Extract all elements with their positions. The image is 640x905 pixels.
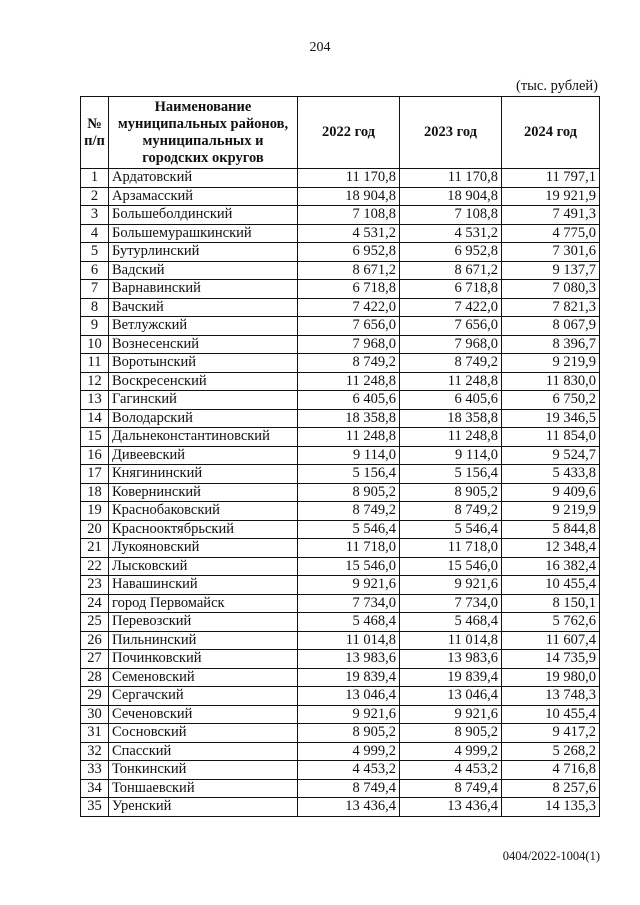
row-number: 4 — [81, 224, 109, 243]
row-number: 35 — [81, 798, 109, 817]
row-number: 31 — [81, 724, 109, 743]
row-number: 24 — [81, 594, 109, 613]
district-name: Уренский — [109, 798, 298, 817]
value-2023: 8 749,2 — [400, 502, 502, 521]
value-2023: 7 734,0 — [400, 594, 502, 613]
value-2023: 8 749,2 — [400, 354, 502, 373]
value-2023: 5 468,4 — [400, 613, 502, 632]
district-name: Княгининский — [109, 465, 298, 484]
district-name: Арзамасский — [109, 187, 298, 206]
value-2023: 5 156,4 — [400, 465, 502, 484]
value-2022: 19 839,4 — [298, 668, 400, 687]
row-number: 28 — [81, 668, 109, 687]
table-row — [81, 668, 600, 687]
value-2024: 11 854,0 — [502, 428, 600, 447]
district-name: Ардатовский — [109, 169, 298, 188]
table-row — [81, 724, 600, 743]
table-row — [81, 557, 600, 576]
district-name: Лысковский — [109, 557, 298, 576]
header-name: Наименование муниципальных районов, муниципальных и городских округов — [109, 97, 298, 169]
value-2022: 8 905,2 — [298, 724, 400, 743]
value-2022: 11 248,8 — [298, 372, 400, 391]
value-2024: 11 607,4 — [502, 631, 600, 650]
value-2022: 8 749,4 — [298, 779, 400, 798]
value-2022: 5 546,4 — [298, 520, 400, 539]
table-row — [81, 576, 600, 595]
table-row — [81, 594, 600, 613]
value-2024: 9 219,9 — [502, 502, 600, 521]
table-row — [81, 631, 600, 650]
value-2022: 9 114,0 — [298, 446, 400, 465]
document-code: 0404/2022-1004(1) — [502, 849, 600, 863]
district-name: Тоншаевский — [109, 779, 298, 798]
district-name: Тонкинский — [109, 761, 298, 780]
value-2022: 11 718,0 — [298, 539, 400, 558]
row-number: 5 — [81, 243, 109, 262]
value-2022: 6 718,8 — [298, 280, 400, 299]
value-2023: 7 108,8 — [400, 206, 502, 225]
value-2024: 19 921,9 — [502, 187, 600, 206]
value-2024: 6 750,2 — [502, 391, 600, 410]
row-number: 2 — [81, 187, 109, 206]
table-row — [81, 650, 600, 669]
district-name: Ветлужский — [109, 317, 298, 336]
table-row — [81, 317, 600, 336]
value-2023: 4 531,2 — [400, 224, 502, 243]
value-2022: 6 952,8 — [298, 243, 400, 262]
row-number: 9 — [81, 317, 109, 336]
district-name: Ковернинский — [109, 483, 298, 502]
value-2022: 4 453,2 — [298, 761, 400, 780]
value-2023: 7 968,0 — [400, 335, 502, 354]
value-2023: 13 046,4 — [400, 687, 502, 706]
value-2024: 9 417,2 — [502, 724, 600, 743]
row-number: 32 — [81, 742, 109, 761]
district-name: Воротынский — [109, 354, 298, 373]
header-2022: 2022 год — [298, 97, 400, 169]
row-number: 7 — [81, 280, 109, 299]
table-row — [81, 372, 600, 391]
value-2022: 9 921,6 — [298, 576, 400, 595]
value-2024: 11 797,1 — [502, 169, 600, 188]
value-2023: 6 405,6 — [400, 391, 502, 410]
table-row — [81, 705, 600, 724]
header-2023: 2023 год — [400, 97, 502, 169]
district-name: Дивеевский — [109, 446, 298, 465]
district-name: Большеболдинский — [109, 206, 298, 225]
row-number: 3 — [81, 206, 109, 225]
value-2024: 10 455,4 — [502, 576, 600, 595]
value-2022: 7 968,0 — [298, 335, 400, 354]
value-2023: 6 952,8 — [400, 243, 502, 262]
value-2024: 9 219,9 — [502, 354, 600, 373]
header-num: № п/п — [81, 97, 109, 169]
value-2022: 7 734,0 — [298, 594, 400, 613]
district-name: Володарский — [109, 409, 298, 428]
row-number: 17 — [81, 465, 109, 484]
value-2022: 7 108,8 — [298, 206, 400, 225]
value-2024: 9 409,6 — [502, 483, 600, 502]
table-row — [81, 539, 600, 558]
value-2024: 7 821,3 — [502, 298, 600, 317]
value-2023: 7 422,0 — [400, 298, 502, 317]
value-2023: 11 014,8 — [400, 631, 502, 650]
value-2024: 14 735,9 — [502, 650, 600, 669]
row-number: 19 — [81, 502, 109, 521]
row-number: 11 — [81, 354, 109, 373]
district-name: Краснооктябрьский — [109, 520, 298, 539]
district-name: Вачский — [109, 298, 298, 317]
row-number: 1 — [81, 169, 109, 188]
value-2022: 5 156,4 — [298, 465, 400, 484]
table-header-row — [81, 97, 600, 169]
district-name: Пильнинский — [109, 631, 298, 650]
value-2022: 4 531,2 — [298, 224, 400, 243]
row-number: 15 — [81, 428, 109, 447]
district-name: Сосновский — [109, 724, 298, 743]
table-row — [81, 428, 600, 447]
value-2024: 14 135,3 — [502, 798, 600, 817]
value-2022: 11 170,8 — [298, 169, 400, 188]
row-number: 18 — [81, 483, 109, 502]
row-number: 13 — [81, 391, 109, 410]
district-name: Бутурлинский — [109, 243, 298, 262]
table-row — [81, 261, 600, 280]
table-row — [81, 169, 600, 188]
table-row — [81, 465, 600, 484]
value-2023: 19 839,4 — [400, 668, 502, 687]
value-2022: 7 422,0 — [298, 298, 400, 317]
row-number: 34 — [81, 779, 109, 798]
table-row — [81, 335, 600, 354]
district-name: город Первомайск — [109, 594, 298, 613]
value-2022: 9 921,6 — [298, 705, 400, 724]
table-row — [81, 187, 600, 206]
value-2024: 7 491,3 — [502, 206, 600, 225]
value-2022: 7 656,0 — [298, 317, 400, 336]
value-2022: 13 436,4 — [298, 798, 400, 817]
district-name: Варнавинский — [109, 280, 298, 299]
value-2023: 4 999,2 — [400, 742, 502, 761]
value-2022: 8 905,2 — [298, 483, 400, 502]
district-name: Краснобаковский — [109, 502, 298, 521]
value-2024: 5 844,8 — [502, 520, 600, 539]
table-row — [81, 224, 600, 243]
district-name: Воскресенский — [109, 372, 298, 391]
row-number: 21 — [81, 539, 109, 558]
table-row — [81, 687, 600, 706]
table-row — [81, 391, 600, 410]
table-row — [81, 798, 600, 817]
value-2023: 4 453,2 — [400, 761, 502, 780]
district-name: Починковский — [109, 650, 298, 669]
budget-table — [80, 96, 600, 817]
value-2023: 5 546,4 — [400, 520, 502, 539]
row-number: 16 — [81, 446, 109, 465]
value-2024: 8 396,7 — [502, 335, 600, 354]
row-number: 6 — [81, 261, 109, 280]
value-2024: 19 980,0 — [502, 668, 600, 687]
value-2022: 13 046,4 — [298, 687, 400, 706]
district-name: Дальнеконстантиновский — [109, 428, 298, 447]
value-2024: 4 716,8 — [502, 761, 600, 780]
district-name: Лукояновский — [109, 539, 298, 558]
value-2023: 13 436,4 — [400, 798, 502, 817]
table-row — [81, 409, 600, 428]
value-2022: 11 248,8 — [298, 428, 400, 447]
district-name: Перевозский — [109, 613, 298, 632]
value-2023: 7 656,0 — [400, 317, 502, 336]
value-2023: 9 114,0 — [400, 446, 502, 465]
row-number: 14 — [81, 409, 109, 428]
row-number: 27 — [81, 650, 109, 669]
value-2024: 11 830,0 — [502, 372, 600, 391]
value-2022: 8 749,2 — [298, 502, 400, 521]
value-2022: 8 671,2 — [298, 261, 400, 280]
value-2023: 13 983,6 — [400, 650, 502, 669]
value-2023: 11 248,8 — [400, 428, 502, 447]
units-label: (тыс. рублей) — [516, 78, 598, 94]
row-number: 30 — [81, 705, 109, 724]
row-number: 20 — [81, 520, 109, 539]
value-2024: 8 257,6 — [502, 779, 600, 798]
value-2024: 9 524,7 — [502, 446, 600, 465]
table-row — [81, 298, 600, 317]
value-2022: 6 405,6 — [298, 391, 400, 410]
district-name: Спасский — [109, 742, 298, 761]
table-row — [81, 483, 600, 502]
value-2022: 11 014,8 — [298, 631, 400, 650]
header-2024: 2024 год — [502, 97, 600, 169]
district-name: Большемурашкинский — [109, 224, 298, 243]
district-name: Гагинский — [109, 391, 298, 410]
value-2024: 16 382,4 — [502, 557, 600, 576]
table-body — [81, 169, 600, 817]
value-2023: 6 718,8 — [400, 280, 502, 299]
table-row — [81, 354, 600, 373]
value-2024: 5 433,8 — [502, 465, 600, 484]
value-2022: 8 749,2 — [298, 354, 400, 373]
value-2024: 19 346,5 — [502, 409, 600, 428]
row-number: 22 — [81, 557, 109, 576]
district-name: Сеченовский — [109, 705, 298, 724]
row-number: 23 — [81, 576, 109, 595]
value-2023: 11 248,8 — [400, 372, 502, 391]
district-name: Семеновский — [109, 668, 298, 687]
district-name: Вознесенский — [109, 335, 298, 354]
value-2023: 8 749,4 — [400, 779, 502, 798]
value-2022: 4 999,2 — [298, 742, 400, 761]
value-2024: 7 080,3 — [502, 280, 600, 299]
value-2024: 13 748,3 — [502, 687, 600, 706]
table-row — [81, 502, 600, 521]
value-2023: 8 905,2 — [400, 724, 502, 743]
row-number: 29 — [81, 687, 109, 706]
value-2024: 5 268,2 — [502, 742, 600, 761]
table-row — [81, 243, 600, 262]
value-2023: 18 904,8 — [400, 187, 502, 206]
row-number: 10 — [81, 335, 109, 354]
value-2023: 11 718,0 — [400, 539, 502, 558]
page-number: 204 — [309, 40, 331, 55]
value-2023: 9 921,6 — [400, 705, 502, 724]
value-2023: 15 546,0 — [400, 557, 502, 576]
table-row — [81, 280, 600, 299]
value-2024: 9 137,7 — [502, 261, 600, 280]
value-2024: 12 348,4 — [502, 539, 600, 558]
row-number: 26 — [81, 631, 109, 650]
table-row — [81, 742, 600, 761]
value-2023: 8 905,2 — [400, 483, 502, 502]
value-2024: 7 301,6 — [502, 243, 600, 262]
table-row — [81, 779, 600, 798]
value-2023: 9 921,6 — [400, 576, 502, 595]
table-row — [81, 761, 600, 780]
value-2022: 18 358,8 — [298, 409, 400, 428]
table-row — [81, 520, 600, 539]
value-2024: 8 150,1 — [502, 594, 600, 613]
table-row — [81, 206, 600, 225]
district-name: Навашинский — [109, 576, 298, 595]
row-number: 8 — [81, 298, 109, 317]
value-2024: 10 455,4 — [502, 705, 600, 724]
value-2022: 18 904,8 — [298, 187, 400, 206]
value-2024: 5 762,6 — [502, 613, 600, 632]
value-2023: 11 170,8 — [400, 169, 502, 188]
value-2022: 5 468,4 — [298, 613, 400, 632]
value-2022: 13 983,6 — [298, 650, 400, 669]
district-name: Сергачский — [109, 687, 298, 706]
value-2024: 8 067,9 — [502, 317, 600, 336]
table-row — [81, 613, 600, 632]
row-number: 33 — [81, 761, 109, 780]
value-2022: 15 546,0 — [298, 557, 400, 576]
row-number: 25 — [81, 613, 109, 632]
value-2023: 8 671,2 — [400, 261, 502, 280]
value-2024: 4 775,0 — [502, 224, 600, 243]
value-2023: 18 358,8 — [400, 409, 502, 428]
row-number: 12 — [81, 372, 109, 391]
district-name: Вадский — [109, 261, 298, 280]
table-row — [81, 446, 600, 465]
